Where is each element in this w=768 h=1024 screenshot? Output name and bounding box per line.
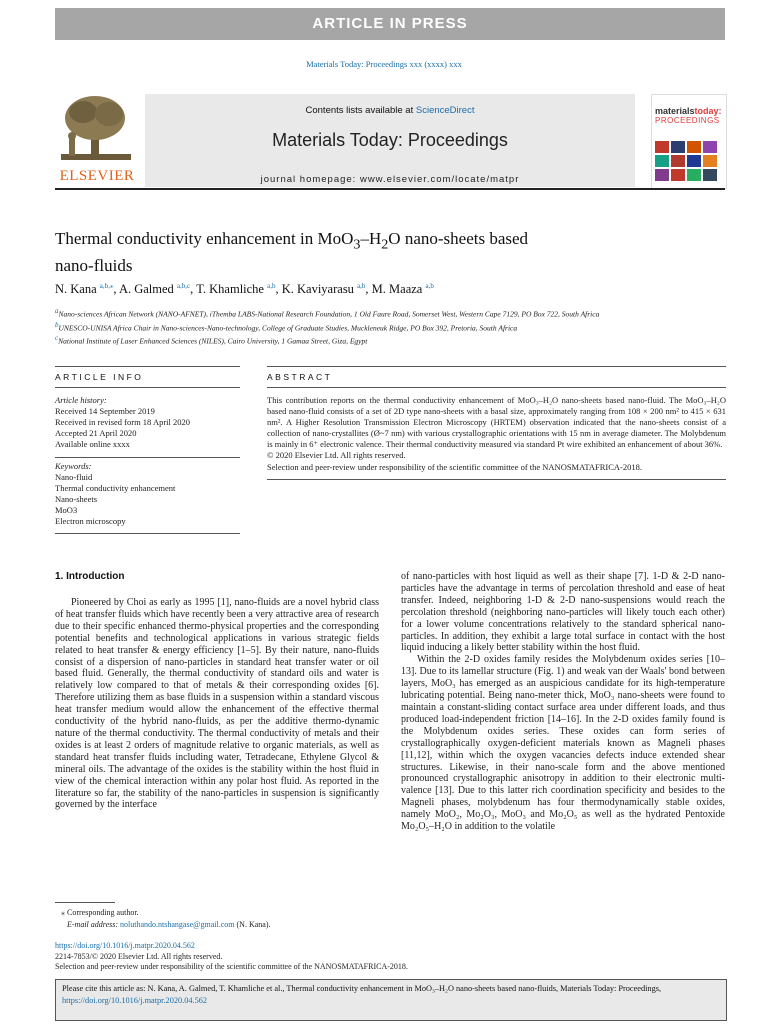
abstract-heading: ABSTRACT: [267, 372, 333, 382]
email-link[interactable]: noluthando.ntshangase@gmail.com: [120, 920, 235, 929]
abstract-rule: [267, 387, 726, 388]
journal-reference-link[interactable]: Materials Today: Proceedings xxx (xxxx) xxx: [306, 59, 462, 69]
issn-line: 2214-7853/© 2020 Elsevier Ltd. All rights reserved.: [55, 951, 223, 961]
cover-image-grid: [655, 141, 717, 181]
paragraph: of nano-particles with host liquid as well as their shape [7]. 1-D & 2-D nano-particles have the advantage in terms of percolation threshold and ease of heat transfer. Indeed, neighboring 1-D & 2-D nano-suspensions would reach the percolation threshold (neighboring nano-particles will likely touch each other) for a lower volume concentrations relatively to the standard spherical nano-particles. In addition, they exhibit a large total surface in contact with the host liquid inducing a likely better stability within the host fluid.: [401, 571, 725, 654]
info-bottom-rule: [55, 533, 240, 534]
contents-prefix: Contents lists available at: [305, 105, 414, 116]
journal-title: Materials Today: Proceedings: [272, 130, 508, 150]
selection-line: Selection and peer-review under responsibility of the scientific committee of the NANOSMATAFRICA-2018.: [55, 962, 408, 971]
abstract-bottom-rule: [267, 479, 726, 480]
paragraph: Within the 2-D oxides family resides the Molybdenum oxides series [10–13]. Due to its lamellar structure (Fig. 1) and weak van der Waals' bond between layers, MoO₃ has emerged as an auspicious candidate for its high-temperature lubricating potential. Being nano-meter thick, MoO₃ nano-sheets were found to maintain a constant-sliding contact surface area under different loads, and thus produced load-independent friction [14–16]. In the 2-D oxides family found is the Molybdenum oxides series. These oxides can form series of crystallographically oxygen-deficient materials known as Magneli phases [11,12], within which the oxygen vacancies defects induce extended shear structures. Likewise, in their nano-scale form and the above mentioned pronounced crystallographic anisotropy in addition to their electronic multi-valence [13]. Due to this latter rich coordination specificity and besides to the Magneli phases, molybdenum has four thermodynamically stable oxides, namely MoO₂, Mo₂O₃, MoO₃ and Mo₂O₅ as well as the hydrated Pentoxide Mo₂O₅–H₂O in addition to the volatile: [401, 654, 725, 833]
contents-line: [145, 105, 635, 116]
author[interactable]: A. Galmed $^{a,b,c}$,: [118, 282, 197, 297]
cover-subtitle: PROCEEDINGS: [655, 116, 720, 125]
author[interactable]: K. Kaviyarasu $^{a,b}$,: [281, 282, 372, 297]
tree-logo-icon: [55, 92, 137, 167]
sciencedirect-link[interactable]: ScienceDirect: [415, 105, 475, 116]
author[interactable]: M. Maaza $^{a,b}$: [371, 282, 434, 297]
author-list: [55, 282, 434, 297]
elsevier-logo[interactable]: [55, 92, 137, 187]
affiliation: $^b$UNESCO-UNISA Africa Chair in Nano-sciences-Nano-technology, College of Graduate Studies, Muckleneuk Ridge, PO Box 392, Pretoria, South Africa: [55, 320, 518, 332]
article-info: [55, 395, 240, 534]
affiliation: $^a$Nano-sciences African Network (NANO-AFNET), iThemba LABS-National Research Foundation, 1 Old Faure Road, Somerset West, Western Cape 7129, PO Box 722, South Africa: [55, 307, 600, 319]
keyword: Nano-sheets: [55, 494, 98, 504]
elsevier-wordmark: ELSEVIER: [59, 168, 135, 184]
citation-text: Please cite this article as: N. Kana, A. Galmed, T. Khamliche et al., Thermal conductivity enhancement in MoO₃–H₂O nano-sheets based nano-fluids, Materials Today: Proceedings,: [62, 984, 662, 993]
section-heading-introduction: 1. Introduction: [55, 571, 125, 582]
cover-title: materialstoday:: [655, 106, 722, 116]
journal-info-box: [145, 94, 635, 187]
article-info-rule: [55, 387, 240, 388]
paragraph: Pioneered by Choi as early as 1995 [1], nano-fluids are a novel hybrid class of heat transfer fluids which have recently been a very attractive area of research due to their specific enhanced thermo-physical properties and the corresponding potential benefits and technological applications in various strategic fields related to heat transfer & energy efficiency [1–5]. By their nature, nano-fluids consist of a dispersion of nano-particles in standard heat transfer water or oil based fluid. Generally, the thermal conductivity of standard oils and water is relatively low compared to that of metals & their corresponding oxides [6]. Therefore utilizing them as base fluids in a suspension within a standard viscous heat transfer medium would allow the enhancement of the effective thermal conductivity of the hybrid nano-fluids, as per the additive thermo-dynamic nature of the thermal conductivity. The thermal conductivity of metals and their oxides is at least 2 orders of magnitude relative to organic materials, as well as standard heat transfer fluids including water, Tetradecane, Ethylene Glycol & mineral oils. The advantage of the oxides is the stability within the host fluid in view of the chemical interaction within any polar host fluid. As reported in the literature so far, the stability of the nano-particles in suspension is significantly governed by the interface: [55, 597, 379, 811]
keywords-label: Keywords:: [55, 461, 92, 471]
footnote-rule: [55, 902, 115, 903]
article-title: Thermal conductivity enhancement in $MoO_3-H_2O$ nano-sheets based nano-fluids: [55, 229, 529, 276]
email-line: E-mail address: noluthando.ntshangase@gmail.com (N. Kana).: [67, 920, 271, 929]
citation-box: [55, 979, 727, 1021]
history-item: Accepted 21 April 2020: [55, 428, 137, 438]
affiliations: [55, 306, 735, 347]
publication-notes: [55, 941, 735, 973]
journal-cover-thumbnail[interactable]: [651, 94, 727, 189]
doi-link[interactable]: https://doi.org/10.1016/j.matpr.2020.04.562: [55, 941, 195, 950]
abstract-peer-review: Selection and peer-review under responsibility of the scientific committee of the NANOSMATAFRICA-2018.: [267, 461, 642, 472]
intro-right-column: [401, 571, 725, 833]
keyword: Thermal conductivity enhancement: [55, 483, 176, 493]
article-info-heading: ARTICLE INFO: [55, 372, 144, 382]
info-divider: [55, 457, 240, 458]
header-rule: [55, 188, 725, 190]
journal-homepage[interactable]: journal homepage: www.elsevier.com/locate/matpr: [260, 174, 520, 185]
citation-doi-link[interactable]: https://doi.org/10.1016/j.matpr.2020.04.562: [62, 996, 208, 1005]
article-info-top-rule: [55, 366, 240, 367]
journal-header: [55, 84, 725, 187]
history-label: Article history:: [55, 395, 107, 405]
affiliation: $^c$National Institute of Laser Enhanced Sciences (NILES), Cairo University, 1 Gamaa Street, Giza, Egypt: [55, 334, 368, 346]
intro-left-column: [55, 597, 379, 811]
abstract-top-rule: [267, 366, 726, 367]
corresponding-author-footnote: [55, 907, 385, 931]
keyword: MoO3: [55, 505, 78, 515]
article-in-press-banner: ARTICLE IN PRESS: [55, 8, 725, 40]
history-item: Received 14 September 2019: [55, 406, 155, 416]
author[interactable]: N. Kana $^{a,b,⁎}$,: [55, 282, 119, 297]
abstract-text: This contribution reports on the thermal conductivity enhancement of MoO₃–H₂O nano-sheets based nano-fluid. The MoO₃–H₂O based nano-fluid consists of a set of 2D type nano-sheets with a basal size, approximately ranging from 108 × 200 nm² to 415 × 631 nm². A Higher Resolution Transmission Electron Microscopy (HRTEM) observation indicated that the nano-sheets consist of a collection of nano-crystallites (Ø~7 nm) with various crystallographic orientations with 15 nm in average diameter. The Molybdenum is mainly in 6⁺ electronic valence. Their thermal conductivity measured via standard Pt wire exhibited an enhancement of about 36%.: [267, 395, 726, 450]
history-item: Available online xxxx: [55, 439, 130, 449]
abstract-body: [267, 395, 726, 480]
author[interactable]: T. Khamliche $^{a,b}$,: [196, 282, 282, 297]
keyword: Nano-fluid: [55, 472, 93, 482]
keyword: Electron microscopy: [55, 516, 126, 526]
corresponding-label: ⁎ Corresponding author.: [61, 908, 139, 917]
abstract-copyright: © 2020 Elsevier Ltd. All rights reserved.: [267, 450, 406, 461]
history-item: Received in revised form 18 April 2020: [55, 417, 191, 427]
